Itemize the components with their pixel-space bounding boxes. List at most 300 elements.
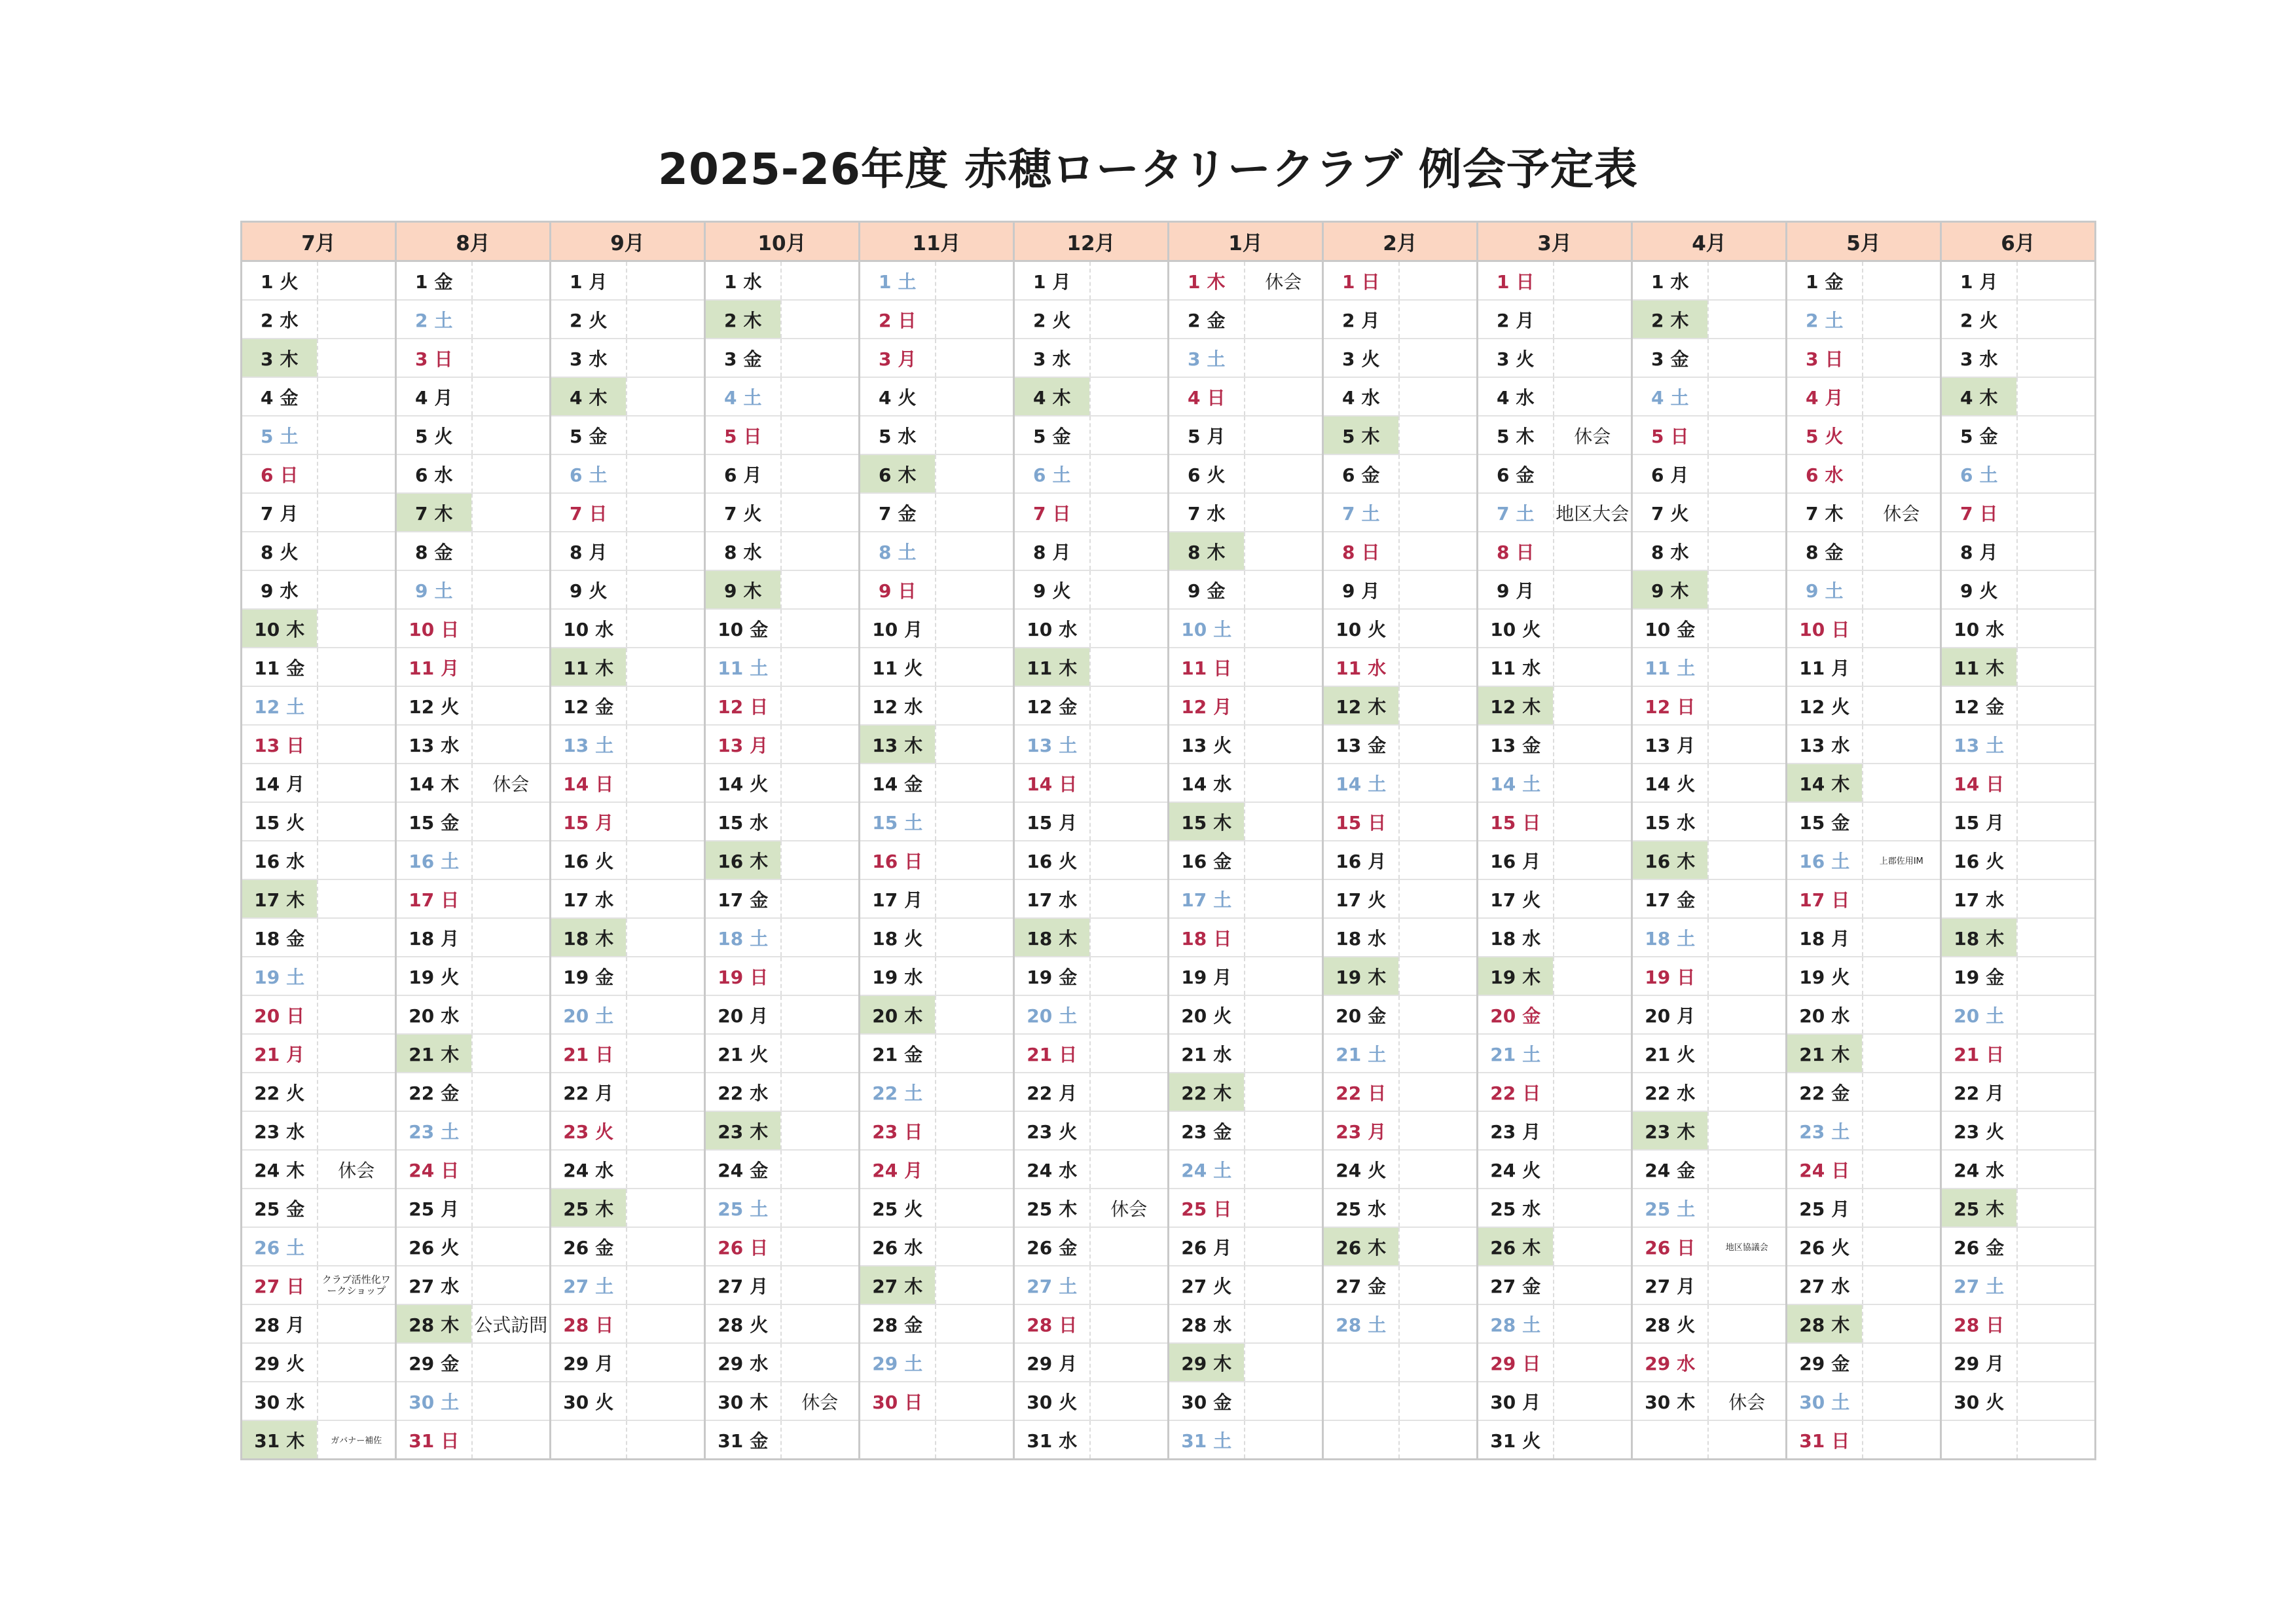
day-cell: 30 水 xyxy=(242,1382,318,1420)
day-cell: 15 月 xyxy=(551,802,627,841)
day-cell: 31 木 xyxy=(242,1420,318,1460)
day-note xyxy=(1090,1150,1169,1189)
day-note xyxy=(472,570,551,609)
day-cell: 22 金 xyxy=(396,1073,472,1111)
day-note xyxy=(781,493,860,532)
day-note xyxy=(318,802,396,841)
day-cell: 26 月 xyxy=(1169,1227,1245,1266)
day-cell: 28 水 xyxy=(1169,1304,1245,1343)
day-note xyxy=(2017,995,2096,1034)
day-note xyxy=(318,1189,396,1227)
day-cell: 2 火 xyxy=(551,300,627,339)
day-note xyxy=(318,416,396,454)
day-cell: 5 土 xyxy=(242,416,318,454)
day-cell: 14 月 xyxy=(242,764,318,802)
day-note xyxy=(472,300,551,339)
day-row xyxy=(242,570,2096,609)
day-note xyxy=(627,879,705,918)
day-note xyxy=(781,648,860,686)
day-note xyxy=(1708,454,1787,493)
day-cell: 28 日 xyxy=(551,1304,627,1343)
day-cell: 2 土 xyxy=(396,300,472,339)
day-note xyxy=(1554,1227,1632,1266)
day-cell: 17 木 xyxy=(242,879,318,918)
day-note xyxy=(472,995,551,1034)
day-cell: 11 土 xyxy=(705,648,781,686)
day-cell: 5 日 xyxy=(1632,416,1708,454)
day-row xyxy=(242,841,2096,879)
day-note xyxy=(318,879,396,918)
day-note xyxy=(2017,1150,2096,1189)
day-cell: 14 土 xyxy=(1323,764,1399,802)
day-note xyxy=(936,1266,1014,1304)
day-cell: 15 木 xyxy=(1169,802,1245,841)
day-note xyxy=(1245,1266,1323,1304)
day-note xyxy=(936,1034,1014,1073)
day-cell: 18 月 xyxy=(396,918,472,957)
day-cell: 20 金 xyxy=(1478,995,1554,1034)
day-note xyxy=(2017,725,2096,764)
day-note xyxy=(781,725,860,764)
day-note xyxy=(1708,648,1787,686)
day-note xyxy=(1245,454,1323,493)
day-note xyxy=(472,648,551,686)
day-cell: 13 水 xyxy=(396,725,472,764)
day-cell: 4 日 xyxy=(1169,377,1245,416)
day-row xyxy=(242,261,2096,301)
day-note xyxy=(627,841,705,879)
day-cell: 1 金 xyxy=(396,261,472,301)
day-cell: 24 水 xyxy=(1941,1150,2017,1189)
day-note xyxy=(1245,570,1323,609)
day-cell: 16 木 xyxy=(1632,841,1708,879)
day-note xyxy=(1708,261,1787,301)
day-note xyxy=(2017,957,2096,995)
day-note xyxy=(2017,648,2096,686)
day-note xyxy=(1554,1034,1632,1073)
day-cell: 10 金 xyxy=(705,609,781,648)
day-row xyxy=(242,686,2096,725)
day-cell: 11 月 xyxy=(1787,648,1863,686)
day-note xyxy=(1863,957,1941,995)
day-cell: 18 水 xyxy=(1478,918,1554,957)
day-cell: 14 木 xyxy=(396,764,472,802)
day-note xyxy=(1090,1073,1169,1111)
day-note xyxy=(472,454,551,493)
day-cell: 18 木 xyxy=(1941,918,2017,957)
day-cell: 6 土 xyxy=(1941,454,2017,493)
day-cell: 9 日 xyxy=(860,570,936,609)
day-note xyxy=(472,1189,551,1227)
day-note xyxy=(1708,802,1787,841)
day-note xyxy=(781,1343,860,1382)
day-cell: 26 土 xyxy=(242,1227,318,1266)
day-cell: 29 月 xyxy=(551,1343,627,1382)
day-cell: 29 日 xyxy=(1478,1343,1554,1382)
day-row xyxy=(242,1420,2096,1460)
day-cell: 30 日 xyxy=(860,1382,936,1420)
day-note xyxy=(1245,648,1323,686)
day-cell: 15 日 xyxy=(1323,802,1399,841)
day-note xyxy=(1090,300,1169,339)
day-note xyxy=(1708,609,1787,648)
day-row xyxy=(242,995,2096,1034)
day-note xyxy=(472,1073,551,1111)
day-cell: 25 水 xyxy=(1323,1189,1399,1227)
day-cell: 13 土 xyxy=(1941,725,2017,764)
day-note xyxy=(2017,918,2096,957)
day-note xyxy=(2017,764,2096,802)
day-cell: 26 水 xyxy=(860,1227,936,1266)
day-note xyxy=(1399,918,1478,957)
day-note xyxy=(781,454,860,493)
day-cell: 2 木 xyxy=(1632,300,1708,339)
day-cell: 7 火 xyxy=(705,493,781,532)
day-note xyxy=(472,339,551,377)
day-cell: 28 火 xyxy=(705,1304,781,1343)
day-note xyxy=(1708,995,1787,1034)
day-note xyxy=(1554,1304,1632,1343)
day-cell: 8 木 xyxy=(1169,532,1245,570)
day-note xyxy=(2017,1343,2096,1382)
day-cell: 22 土 xyxy=(860,1073,936,1111)
day-cell: 23 土 xyxy=(396,1111,472,1150)
day-note xyxy=(1090,1111,1169,1150)
day-cell: 31 金 xyxy=(705,1420,781,1460)
day-cell: 21 土 xyxy=(1323,1034,1399,1073)
day-note xyxy=(1090,1304,1169,1343)
day-note xyxy=(1090,339,1169,377)
day-cell: 19 日 xyxy=(1632,957,1708,995)
day-cell: 10 水 xyxy=(1014,609,1090,648)
day-note xyxy=(781,570,860,609)
day-cell: 1 月 xyxy=(551,261,627,301)
day-cell: 14 土 xyxy=(1478,764,1554,802)
day-cell: 11 火 xyxy=(860,648,936,686)
day-note xyxy=(2017,570,2096,609)
empty-cell xyxy=(1323,1343,1399,1382)
day-note xyxy=(318,648,396,686)
day-note xyxy=(1708,339,1787,377)
day-note xyxy=(2017,1382,2096,1420)
day-note xyxy=(1245,532,1323,570)
day-note xyxy=(2017,377,2096,416)
day-cell: 9 土 xyxy=(1787,570,1863,609)
day-note xyxy=(318,570,396,609)
day-row xyxy=(242,339,2096,377)
day-note xyxy=(936,1304,1014,1343)
day-cell: 28 月 xyxy=(242,1304,318,1343)
day-note xyxy=(1708,879,1787,918)
day-note xyxy=(1863,454,1941,493)
day-note xyxy=(472,261,551,301)
day-row xyxy=(242,1034,2096,1073)
day-note xyxy=(1863,725,1941,764)
day-cell: 24 日 xyxy=(1787,1150,1863,1189)
day-cell: 12 木 xyxy=(1478,686,1554,725)
day-note xyxy=(2017,300,2096,339)
day-note xyxy=(781,339,860,377)
day-cell: 12 月 xyxy=(1169,686,1245,725)
day-cell: 19 日 xyxy=(705,957,781,995)
day-cell: 13 月 xyxy=(1632,725,1708,764)
month-header-row xyxy=(242,222,2096,261)
empty-cell xyxy=(1941,1420,2017,1460)
day-cell: 27 土 xyxy=(551,1266,627,1304)
day-cell: 26 日 xyxy=(1632,1227,1708,1266)
day-note xyxy=(1554,339,1632,377)
day-cell: 1 水 xyxy=(705,261,781,301)
day-note xyxy=(1554,957,1632,995)
day-cell: 25 日 xyxy=(1169,1189,1245,1227)
day-note xyxy=(472,1111,551,1150)
day-note xyxy=(318,1073,396,1111)
day-note xyxy=(1090,1343,1169,1382)
day-note: 休会 xyxy=(318,1150,396,1189)
day-note xyxy=(781,918,860,957)
day-note xyxy=(1863,570,1941,609)
month-header: 9月 xyxy=(551,222,705,261)
day-note xyxy=(627,339,705,377)
day-cell: 2 月 xyxy=(1323,300,1399,339)
day-cell: 24 水 xyxy=(551,1150,627,1189)
day-cell: 23 火 xyxy=(551,1111,627,1150)
day-cell: 24 水 xyxy=(1014,1150,1090,1189)
day-cell: 20 水 xyxy=(1787,995,1863,1034)
day-note xyxy=(1863,686,1941,725)
day-cell: 19 金 xyxy=(551,957,627,995)
day-note xyxy=(1863,918,1941,957)
day-note xyxy=(472,725,551,764)
day-cell: 4 水 xyxy=(1478,377,1554,416)
day-cell: 11 木 xyxy=(551,648,627,686)
day-note xyxy=(1245,1227,1323,1266)
day-note xyxy=(781,995,860,1034)
day-cell: 16 月 xyxy=(1478,841,1554,879)
day-cell: 12 金 xyxy=(1941,686,2017,725)
day-cell: 3 水 xyxy=(1014,339,1090,377)
day-cell: 25 木 xyxy=(551,1189,627,1227)
day-note xyxy=(472,802,551,841)
day-cell: 9 木 xyxy=(1632,570,1708,609)
day-note xyxy=(1399,1304,1478,1343)
day-cell: 2 火 xyxy=(1941,300,2017,339)
day-note xyxy=(1554,532,1632,570)
day-note xyxy=(781,1227,860,1266)
day-note: クラブ活性化ワークショップ xyxy=(318,1266,396,1304)
day-note xyxy=(1863,1150,1941,1189)
day-note xyxy=(936,1382,1014,1420)
day-note xyxy=(2017,1073,2096,1111)
day-note xyxy=(1554,648,1632,686)
day-cell: 4 火 xyxy=(860,377,936,416)
month-header: 8月 xyxy=(396,222,551,261)
day-note xyxy=(1399,300,1478,339)
day-cell: 10 金 xyxy=(1632,609,1708,648)
day-row xyxy=(242,1382,2096,1420)
day-cell: 17 火 xyxy=(1323,879,1399,918)
day-note xyxy=(627,1266,705,1304)
day-cell: 6 水 xyxy=(396,454,472,493)
day-note xyxy=(1399,1227,1478,1266)
day-note xyxy=(1399,995,1478,1034)
day-note xyxy=(1708,1304,1787,1343)
day-cell: 6 金 xyxy=(1478,454,1554,493)
day-cell: 2 水 xyxy=(242,300,318,339)
day-note xyxy=(1399,454,1478,493)
day-cell: 1 日 xyxy=(1478,261,1554,301)
day-note: 休会 xyxy=(1863,493,1941,532)
day-cell: 11 日 xyxy=(1169,648,1245,686)
day-cell: 13 木 xyxy=(860,725,936,764)
day-note xyxy=(318,532,396,570)
day-cell: 17 月 xyxy=(860,879,936,918)
day-cell: 11 木 xyxy=(1941,648,2017,686)
page-title: 2025-26年度 赤穂ロータリークラブ 例会予定表 xyxy=(658,144,1638,194)
day-cell: 2 火 xyxy=(1014,300,1090,339)
day-note xyxy=(318,1227,396,1266)
day-note xyxy=(627,377,705,416)
day-cell: 26 木 xyxy=(1478,1227,1554,1266)
day-cell: 7 月 xyxy=(242,493,318,532)
day-note xyxy=(472,416,551,454)
day-note xyxy=(936,339,1014,377)
day-cell: 7 水 xyxy=(1169,493,1245,532)
empty-cell xyxy=(1399,1382,1478,1420)
day-note xyxy=(2017,1266,2096,1304)
day-note xyxy=(1708,764,1787,802)
day-note xyxy=(627,1150,705,1189)
day-note xyxy=(1708,918,1787,957)
day-note xyxy=(472,1382,551,1420)
day-note xyxy=(1554,995,1632,1034)
day-cell: 10 日 xyxy=(1787,609,1863,648)
day-cell: 6 金 xyxy=(1323,454,1399,493)
day-cell: 21 水 xyxy=(1169,1034,1245,1073)
day-note xyxy=(1399,648,1478,686)
day-cell: 17 水 xyxy=(551,879,627,918)
day-cell: 6 月 xyxy=(1632,454,1708,493)
day-note xyxy=(1090,879,1169,918)
day-note xyxy=(472,957,551,995)
day-note xyxy=(1708,532,1787,570)
day-row xyxy=(242,493,2096,532)
day-cell: 12 火 xyxy=(396,686,472,725)
day-note xyxy=(1090,918,1169,957)
day-cell: 3 金 xyxy=(705,339,781,377)
month-header: 7月 xyxy=(242,222,396,261)
day-cell: 27 月 xyxy=(1632,1266,1708,1304)
day-cell: 28 火 xyxy=(1632,1304,1708,1343)
day-cell: 29 土 xyxy=(860,1343,936,1382)
day-cell: 25 土 xyxy=(705,1189,781,1227)
day-note xyxy=(472,493,551,532)
day-cell: 1 火 xyxy=(242,261,318,301)
day-cell: 3 火 xyxy=(1323,339,1399,377)
day-cell: 13 土 xyxy=(1014,725,1090,764)
day-cell: 3 土 xyxy=(1169,339,1245,377)
day-cell: 26 火 xyxy=(396,1227,472,1266)
day-cell: 20 土 xyxy=(1014,995,1090,1034)
day-note xyxy=(1399,725,1478,764)
day-note xyxy=(1090,454,1169,493)
day-cell: 18 木 xyxy=(551,918,627,957)
day-note xyxy=(1708,493,1787,532)
day-note xyxy=(2017,1034,2096,1073)
day-cell: 31 土 xyxy=(1169,1420,1245,1460)
day-cell: 25 土 xyxy=(1632,1189,1708,1227)
day-cell: 27 金 xyxy=(1478,1266,1554,1304)
day-cell: 9 月 xyxy=(1323,570,1399,609)
day-cell: 4 木 xyxy=(1014,377,1090,416)
day-cell: 21 月 xyxy=(242,1034,318,1073)
day-note xyxy=(1245,1034,1323,1073)
day-cell: 7 金 xyxy=(860,493,936,532)
empty-cell xyxy=(1399,1420,1478,1460)
empty-cell xyxy=(1323,1420,1399,1460)
day-note xyxy=(627,1034,705,1073)
day-note xyxy=(1708,1150,1787,1189)
day-note xyxy=(1399,841,1478,879)
day-note xyxy=(1554,764,1632,802)
day-note xyxy=(318,725,396,764)
day-note xyxy=(936,764,1014,802)
day-note xyxy=(1863,416,1941,454)
day-note xyxy=(1245,1073,1323,1111)
day-cell: 31 日 xyxy=(1787,1420,1863,1460)
day-note xyxy=(1708,1111,1787,1150)
day-cell: 23 日 xyxy=(860,1111,936,1150)
day-note xyxy=(1708,957,1787,995)
day-cell: 17 土 xyxy=(1169,879,1245,918)
day-note xyxy=(1863,609,1941,648)
day-note xyxy=(1554,1189,1632,1227)
day-note xyxy=(1863,1266,1941,1304)
day-cell: 30 土 xyxy=(396,1382,472,1420)
day-cell: 26 火 xyxy=(1787,1227,1863,1266)
day-cell: 30 土 xyxy=(1787,1382,1863,1420)
day-cell: 27 金 xyxy=(1323,1266,1399,1304)
day-cell: 21 木 xyxy=(1787,1034,1863,1073)
day-note xyxy=(781,1304,860,1343)
day-cell: 9 火 xyxy=(1941,570,2017,609)
day-note xyxy=(1863,1343,1941,1382)
day-cell: 22 水 xyxy=(705,1073,781,1111)
day-cell: 14 金 xyxy=(860,764,936,802)
day-cell: 27 日 xyxy=(242,1266,318,1304)
day-note xyxy=(472,841,551,879)
day-note: 休会 xyxy=(781,1382,860,1420)
day-note xyxy=(627,609,705,648)
day-cell: 24 金 xyxy=(1632,1150,1708,1189)
day-note xyxy=(1245,339,1323,377)
day-note xyxy=(627,1304,705,1343)
day-cell: 29 金 xyxy=(1787,1343,1863,1382)
day-note xyxy=(1245,1420,1323,1460)
day-cell: 6 水 xyxy=(1787,454,1863,493)
day-note xyxy=(1245,957,1323,995)
day-cell: 3 日 xyxy=(1787,339,1863,377)
day-note xyxy=(781,957,860,995)
day-note xyxy=(1863,532,1941,570)
day-cell: 23 火 xyxy=(1941,1111,2017,1150)
day-cell: 8 土 xyxy=(860,532,936,570)
day-cell: 18 土 xyxy=(1632,918,1708,957)
empty-cell xyxy=(936,1420,1014,1460)
day-cell: 5 日 xyxy=(705,416,781,454)
day-cell: 20 土 xyxy=(1941,995,2017,1034)
day-note xyxy=(1090,261,1169,301)
